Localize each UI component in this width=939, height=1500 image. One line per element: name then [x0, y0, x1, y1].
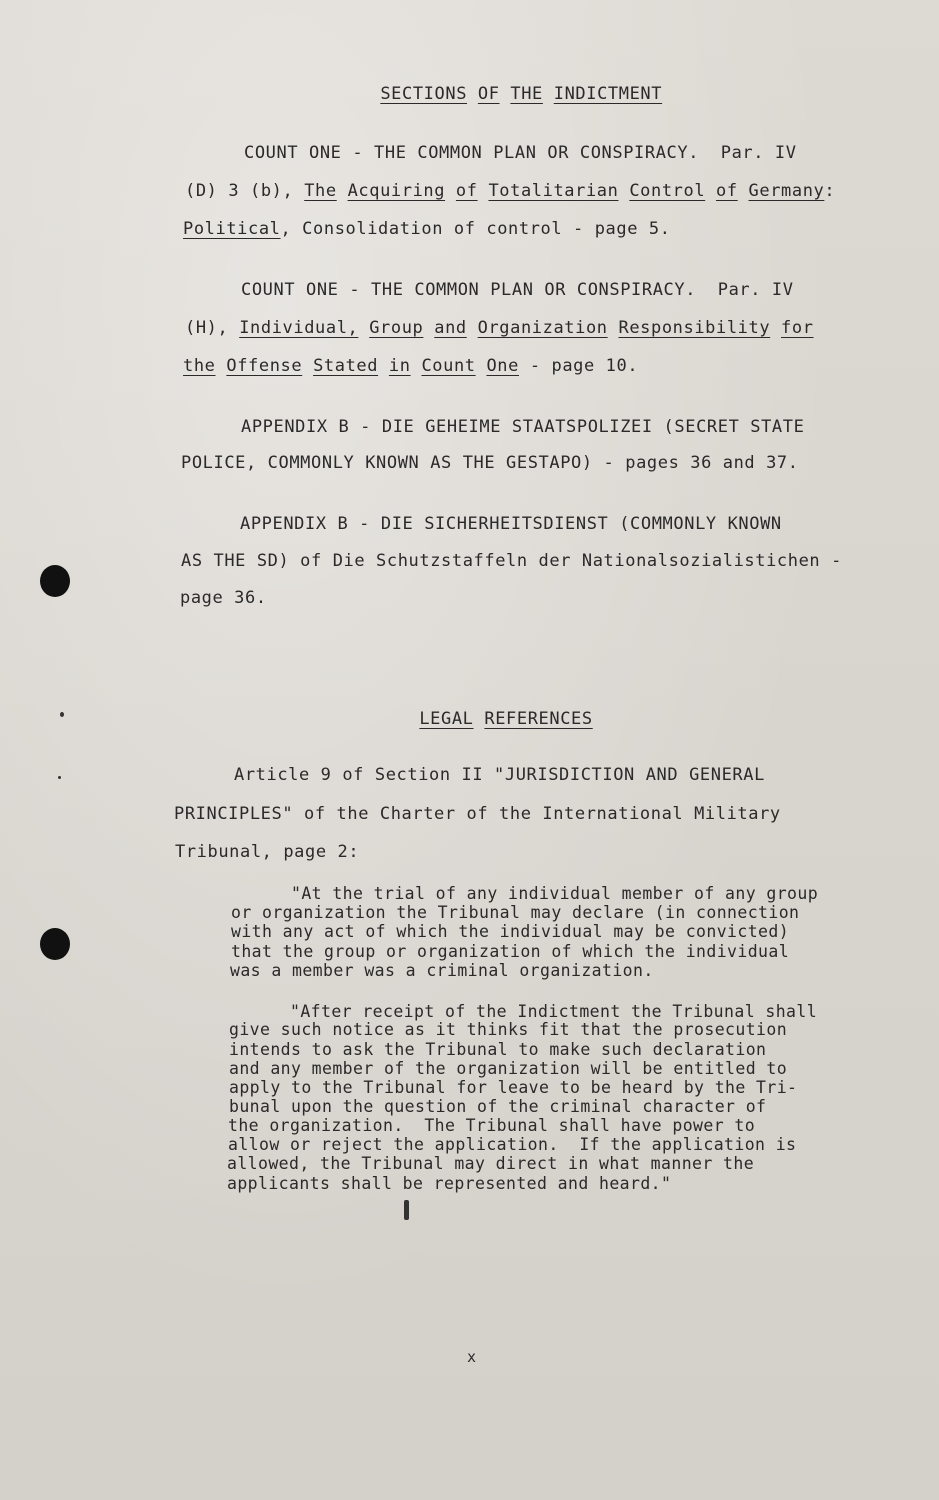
quote1-line: that the group or organization of which the individual — [231, 942, 790, 961]
underlined-word: One — [486, 356, 519, 376]
underlined-word: Control — [629, 181, 706, 201]
appendix-gestapo-line1: APPENDIX B - DIE GEHEIME STAATSPOLIZEI (SECRET STATE — [241, 417, 805, 437]
ink-speck — [60, 712, 64, 717]
article-intro-line3: Tribunal, page 2: — [175, 842, 360, 862]
underlined-word: Germany — [748, 181, 825, 201]
underlined-word: Organization — [477, 318, 608, 338]
underlined-word: Count — [421, 356, 476, 376]
heading-word: LEGAL — [419, 709, 474, 729]
ink-speck — [58, 776, 61, 779]
underlined-word: Acquiring — [347, 181, 446, 201]
quote2-line: "After receipt of the Indictment the Tribunal shall — [290, 1002, 818, 1021]
count-one-b-line3 — [183, 356, 638, 376]
heading-word: REFERENCES — [484, 709, 593, 729]
underlined-word: and — [434, 318, 467, 338]
quote2-line: the organization. The Tribunal shall have power to — [228, 1116, 756, 1135]
underlined-word: of — [455, 181, 478, 201]
underlined-word: Individual, — [239, 318, 359, 338]
heading-word: THE — [510, 84, 543, 104]
count-one-b-page-ref: - page 10. — [518, 356, 639, 376]
quote2-line: allow or reject the application. If the application is — [228, 1135, 797, 1154]
underlined-word: Stated — [313, 356, 379, 376]
underlined-word: of — [716, 181, 738, 201]
ink-speck — [404, 1200, 409, 1220]
article-intro-line1: Article 9 of Section II "JURISDICTION AND GENERAL — [234, 765, 765, 785]
quote2-line: intends to ask the Tribunal to make such declaration — [229, 1040, 767, 1059]
underlined-word: for — [781, 318, 814, 338]
underlined-word: Group — [369, 318, 424, 338]
underlined-word: the — [183, 356, 216, 376]
appendix-sd-line3: page 36. — [180, 588, 267, 608]
sections-heading — [337, 64, 662, 124]
article-intro-line2: PRINCIPLES" of the Charter of the International Military — [174, 804, 781, 824]
appendix-sd-line2: AS THE SD) of Die Schutzstaffeln der Nationalsozialistichen - — [181, 551, 842, 571]
quote1-line: or organization the Tribunal may declare (in connection — [231, 903, 800, 922]
underlined-word: Totalitarian — [488, 181, 619, 201]
page-number: x — [467, 1348, 477, 1366]
heading-word: SECTIONS — [380, 84, 468, 104]
count-one-a-ref: (D) 3 (b), — [185, 181, 294, 201]
underlined-word: Offense — [226, 356, 303, 376]
heading-word: OF — [477, 84, 500, 104]
count-one-b-line1: COUNT ONE - THE COMMON PLAN OR CONSPIRACY. Par. IV — [241, 280, 794, 300]
legal-references-heading — [376, 689, 593, 749]
quote1-line: was a member was a criminal organization. — [230, 961, 654, 980]
underlined-word: in — [388, 356, 411, 376]
underlined-word: Political — [183, 219, 281, 239]
quote2-line: applicants shall be represented and heard." — [227, 1174, 672, 1193]
count-one-a-line1: COUNT ONE - THE COMMON PLAN OR CONSPIRACY. Par. IV — [244, 143, 797, 163]
quote2-line: give such notice as it thinks fit that the prosecution — [229, 1020, 788, 1039]
underlined-word: The — [304, 181, 337, 201]
underlined-word: Responsibility — [618, 318, 771, 338]
count-one-b-line2 — [185, 318, 814, 338]
quote2-line: allowed, the Tribunal may direct in what manner the — [227, 1154, 755, 1173]
punch-hole-upper — [40, 565, 70, 597]
quote1-line: with any act of which the individual may be convicted) — [231, 922, 790, 941]
count-one-a-line2 — [185, 181, 835, 201]
appendix-sd-line1: APPENDIX B - DIE SICHERHEITSDIENST (COMMONLY KNOWN — [240, 514, 782, 534]
count-one-a-page-ref: , Consolidation of control - page 5. — [280, 219, 671, 239]
quote2-line: apply to the Tribunal for leave to be heard by the Tri- — [229, 1078, 798, 1097]
quote2-line: bunal upon the question of the criminal character of — [229, 1097, 767, 1116]
count-one-a-line3 — [183, 219, 671, 239]
quote1-line: "At the trial of any individual member of any group — [291, 884, 819, 903]
count-one-b-ref: (H), — [185, 318, 229, 338]
punctuation: : — [824, 181, 836, 201]
quote2-line: and any member of the organization will be entitled to — [229, 1059, 788, 1078]
appendix-gestapo-line2: POLICE, COMMONLY KNOWN AS THE GESTAPO) - pages 36 and 37. — [181, 453, 799, 473]
punch-hole-lower — [40, 928, 70, 960]
heading-word: INDICTMENT — [553, 84, 663, 104]
